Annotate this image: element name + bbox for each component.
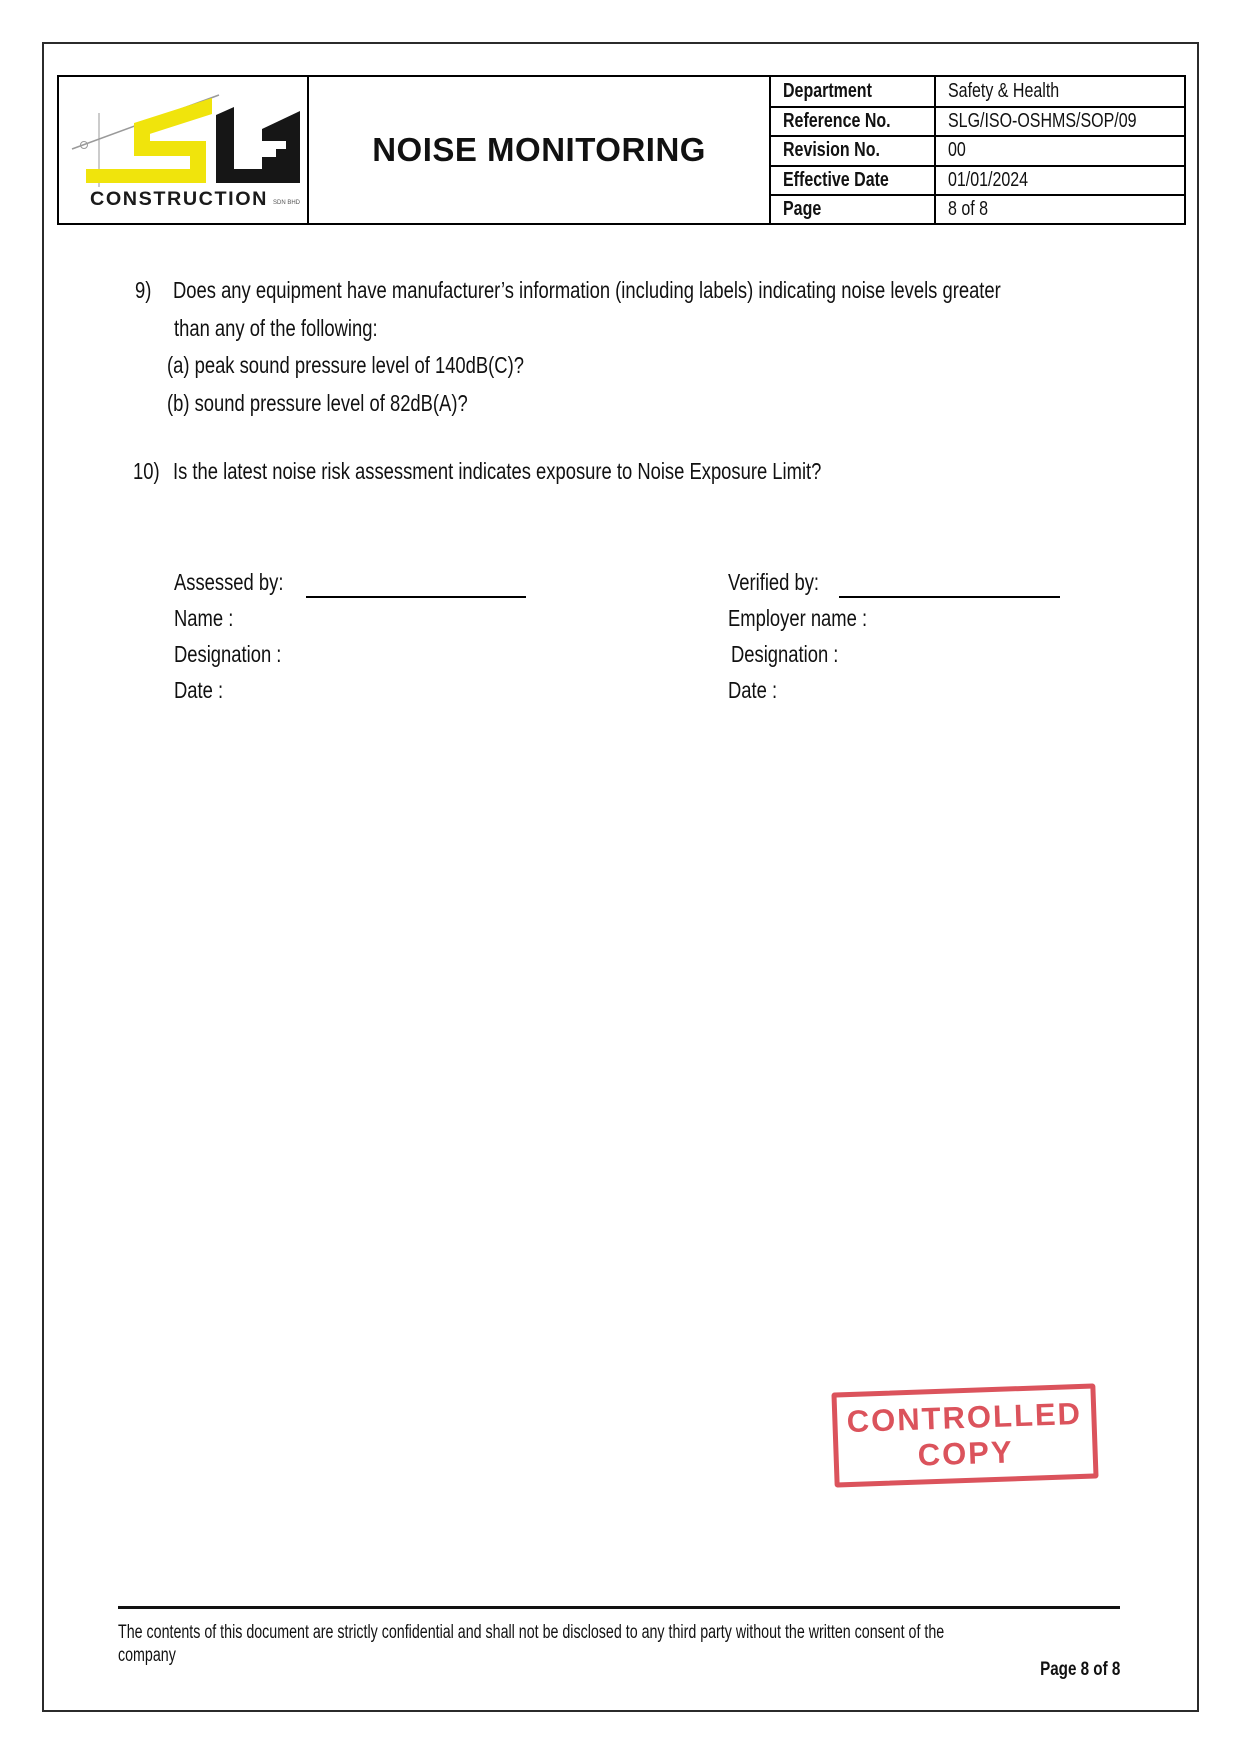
question-9-line2: than any of the following: — [174, 315, 378, 341]
info-label: Effective Date — [783, 168, 890, 191]
confidentiality-note-line2: company — [118, 1645, 176, 1666]
company-logo — [64, 87, 304, 217]
info-row-page — [771, 194, 1184, 223]
info-row-reference-no — [771, 106, 1184, 135]
verified-date-label: Date : — [728, 677, 778, 703]
company-logo-cell — [59, 77, 309, 223]
info-row-effective-date — [771, 165, 1184, 194]
question-9-line1: Does any equipment have manufacturer’s information (including labels) indicating noise levels greater — [173, 277, 1001, 303]
verified-designation-label: Designation : — [731, 641, 839, 667]
info-label: Department — [783, 80, 873, 103]
question-10-text: Is the latest noise risk assessment indicates exposure to Noise Exposure Limit? — [173, 458, 822, 484]
logo-letter-l — [216, 107, 266, 183]
confidentiality-note-line1: The contents of this document are strictly confidential and shall not be disclosed to any third party without the written consent of the — [118, 1622, 945, 1643]
info-label: Revision No. — [783, 139, 881, 162]
question-9-number: 9) — [135, 277, 152, 303]
page-number: Page 8 of 8 — [1039, 1659, 1120, 1680]
info-row-revision-no — [771, 135, 1184, 164]
header-info-table — [769, 77, 1184, 223]
assessed-by-label: Assessed by: — [174, 569, 284, 595]
info-value: SLG/ISO-OSHMS/SOP/09 — [948, 110, 1137, 133]
logo-suffix-label: SDN BHD — [273, 200, 301, 206]
footer-divider — [118, 1606, 1120, 1609]
header-table — [57, 75, 1186, 225]
info-value: 8 of 8 — [948, 197, 989, 220]
info-value: 00 — [948, 139, 967, 162]
question-9-option-b: (b) sound pressure level of 82dB(A)? — [167, 390, 468, 416]
info-value: 01/01/2024 — [948, 168, 1029, 191]
info-row-department — [771, 77, 1184, 106]
title-cell — [309, 77, 770, 223]
assessed-by-signature-line — [306, 596, 526, 598]
employer-name-label: Employer name : — [728, 605, 868, 631]
verified-by-label: Verified by: — [728, 569, 820, 595]
info-label: Reference No. — [783, 110, 891, 133]
logo-construction-label: CONSTRUCTION — [90, 189, 268, 210]
verified-by-signature-line — [839, 596, 1060, 598]
question-9-option-a: (a) peak sound pressure level of 140dB(C)? — [167, 352, 524, 378]
question-10-number: 10) — [133, 458, 160, 484]
name-label: Name : — [174, 605, 234, 631]
date-label: Date : — [174, 677, 224, 703]
stamp-line2: COPY — [917, 1433, 1015, 1473]
info-label: Page — [783, 197, 822, 220]
controlled-copy-stamp — [831, 1383, 1098, 1487]
stamp-line1: CONTROLLED — [846, 1395, 1083, 1439]
logo-letter-g — [262, 111, 300, 183]
info-value: Safety & Health — [948, 80, 1060, 103]
document-title: NOISE MONITORING — [372, 131, 706, 168]
logo-letter-s — [86, 98, 212, 183]
designation-label: Designation : — [174, 641, 282, 667]
